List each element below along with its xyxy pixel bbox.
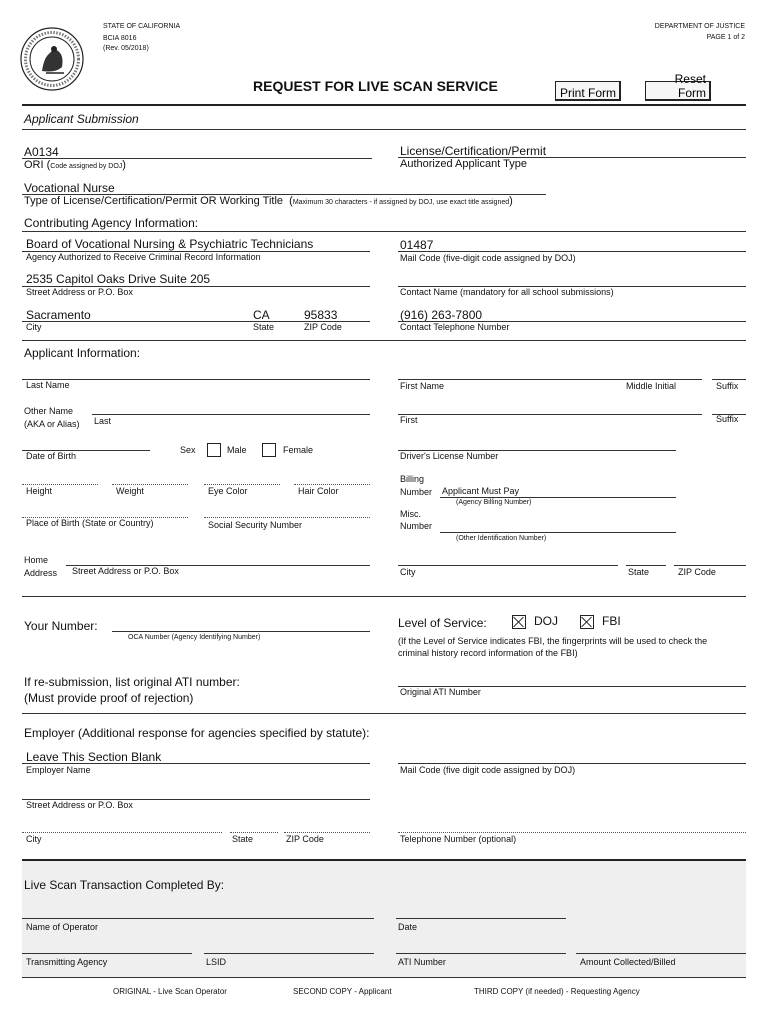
home-label-1: Home [24, 555, 49, 565]
oca-underline [112, 631, 370, 632]
employer-name-underline [22, 763, 370, 764]
form-id: BCIA 8016 [103, 35, 137, 42]
zip-label: ZIP Code [304, 322, 342, 332]
employer-phone-underline [398, 832, 746, 833]
ori-value[interactable]: A0134 [24, 145, 59, 159]
working-title-value[interactable]: Vocational Nurse [24, 181, 115, 195]
hair-color-label: Hair Color [298, 486, 339, 496]
home-label-2: Address [24, 568, 58, 578]
aka-last-underline [92, 414, 370, 415]
date-label: Date [398, 922, 418, 932]
level-of-service-label: Level of Service: [398, 616, 487, 630]
billing-label-1: Billing [400, 474, 425, 484]
drivers-license-label: Driver's License Number [400, 451, 499, 461]
height-underline [22, 484, 98, 485]
other-name-label: Other Name [24, 406, 74, 416]
home-city-label: City [400, 567, 416, 577]
working-title-label: Type of License/Certification/Permit OR Working Title (Maximum 30 characters - if assigned by DOJ, use exact title assigned) [24, 195, 513, 207]
billing-sub-label: (Agency Billing Number) [456, 499, 532, 506]
pob-label: Place of Birth (State or Country) [26, 518, 154, 528]
sex-label: Sex [180, 445, 196, 455]
eye-color-label: Eye Color [208, 486, 248, 496]
fbi-checkbox[interactable] [580, 615, 594, 629]
applicant-submission-heading: Applicant Submission [24, 112, 139, 126]
contributing-agency-heading: Contributing Agency Information: [24, 216, 199, 230]
department-text: DEPARTMENT OF JUSTICE [654, 23, 745, 30]
fbi-label: FBI [602, 614, 621, 628]
employer-state-underline [230, 832, 278, 833]
employer-zip-underline [284, 832, 370, 833]
fbi-note-line-1: (If the Level of Service indicates FBI, the fingerprints will be used to check the [398, 636, 708, 646]
mail-code-value[interactable]: 01487 [400, 238, 434, 252]
page-number: PAGE 1 of 2 [706, 34, 745, 41]
home-zip-underline [674, 565, 746, 566]
employer-phone-label: Telephone Number (optional) [400, 834, 517, 844]
employer-city-underline [22, 832, 222, 833]
weight-label: Weight [116, 486, 144, 496]
amount-label: Amount Collected/Billed [580, 957, 676, 967]
street-label: Street Address or P.O. Box [26, 287, 133, 297]
home-street-label: Street Address or P.O. Box [72, 566, 179, 576]
misc-sub-label: (Other Identification Number) [456, 535, 547, 542]
employer-mail-label: Mail Code (five digit code assigned by DOJ) [400, 765, 576, 775]
height-label: Height [26, 486, 53, 496]
resubmission-label-2: (Must provide proof of rejection) [24, 691, 194, 705]
zip-value[interactable]: 95833 [304, 308, 338, 322]
ati-number-underline [396, 953, 566, 954]
suffix-label: Suffix [716, 381, 739, 391]
doj-checkbox[interactable] [512, 615, 526, 629]
live-scan-heading: Live Scan Transaction Completed By: [24, 878, 225, 892]
female-checkbox[interactable] [262, 443, 276, 457]
section-rule [22, 129, 746, 130]
footer-second-copy: SECOND COPY - Applicant [293, 987, 392, 996]
numbers-rule [22, 596, 746, 597]
state-label: State [253, 322, 275, 332]
employer-name-label: Employer Name [26, 765, 91, 775]
print-form-button[interactable]: Print Form [555, 81, 621, 101]
seal-icon [20, 27, 84, 91]
live-scan-top-rule [22, 859, 746, 861]
applicant-info-heading: Applicant Information: [24, 346, 141, 360]
lsid-underline [204, 953, 374, 954]
transmitting-agency-label: Transmitting Agency [26, 957, 108, 967]
employer-heading: Employer (Additional response for agencies specified by statute): [24, 726, 370, 740]
applicant-type-value[interactable]: License/Certification/Permit [400, 144, 547, 158]
mail-code-underline [398, 251, 746, 252]
home-state-label: State [628, 567, 650, 577]
revision-text: (Rev. 05/2018) [103, 45, 149, 52]
first-name-label: First Name [400, 381, 445, 391]
misc-underline [440, 532, 676, 533]
lsid-label: LSID [206, 957, 227, 967]
state-text: STATE OF CALIFORNIA [103, 23, 181, 30]
misc-label-1: Misc. [400, 509, 421, 519]
city-label: City [26, 322, 42, 332]
home-city-underline [398, 565, 618, 566]
aka-first-label: First [400, 415, 418, 425]
male-label: Male [227, 445, 247, 455]
billing-label-2: Number [400, 487, 433, 497]
suffix-underline [712, 379, 746, 380]
state-value[interactable]: CA [253, 308, 270, 322]
reset-form-button[interactable]: Reset Form [645, 81, 711, 101]
ssn-underline [204, 517, 370, 518]
male-checkbox[interactable] [207, 443, 221, 457]
dob-label: Date of Birth [26, 451, 77, 461]
original-ati-label: Original ATI Number [400, 687, 481, 697]
employer-state-label: State [232, 834, 254, 844]
home-zip-label: ZIP Code [678, 567, 716, 577]
contact-name-label: Contact Name (mandatory for all school submissions) [400, 287, 614, 297]
transmitting-agency-underline [22, 953, 192, 954]
billing-underline [440, 497, 676, 498]
aka-last-label: Last [94, 416, 112, 426]
resubmission-label-1: If re-submission, list original ATI number: [24, 675, 240, 689]
applicant-rule [22, 340, 746, 341]
page-title: REQUEST FOR LIVE SCAN SERVICE [253, 78, 498, 94]
applicant-type-label: Authorized Applicant Type [400, 158, 527, 170]
home-state-underline [626, 565, 666, 566]
operator-label: Name of Operator [26, 922, 99, 932]
aka-label: (AKA or Alias) [24, 419, 80, 429]
your-number-label: Your Number: [24, 619, 98, 633]
agency-rule [22, 231, 746, 232]
hair-underline [294, 484, 370, 485]
weight-underline [112, 484, 188, 485]
city-value[interactable]: Sacramento [26, 308, 91, 322]
first-name-underline [398, 379, 702, 380]
employer-mail-underline [398, 763, 746, 764]
amount-underline [576, 953, 746, 954]
female-label: Female [283, 445, 314, 455]
last-name-underline [22, 379, 370, 380]
footer-third-copy: THIRD COPY (if needed) - Requesting Agency [474, 987, 640, 996]
oca-label: OCA Number (Agency Identifying Number) [128, 634, 261, 641]
middle-initial-label: Middle Initial [626, 381, 677, 391]
ati-number-label: ATI Number [398, 957, 446, 967]
employer-zip-label: ZIP Code [286, 834, 324, 844]
employer-street-label: Street Address or P.O. Box [26, 800, 133, 810]
fbi-note-line-2: criminal history record information of the FBI) [398, 648, 578, 658]
ssn-label: Social Security Number [208, 520, 303, 530]
footer-rule [22, 977, 746, 978]
header-rule [22, 104, 746, 106]
agency-value[interactable]: Board of Vocational Nursing & Psychiatric Technicians [26, 237, 314, 251]
last-name-label: Last Name [26, 380, 70, 390]
date-underline [396, 918, 566, 919]
phone-value[interactable]: (916) 263-7800 [400, 308, 483, 322]
footer-original: ORIGINAL - Live Scan Operator [113, 987, 227, 996]
aka-first-underline [398, 414, 702, 415]
employer-rule [22, 713, 746, 714]
agency-label: Agency Authorized to Receive Criminal Record Information [26, 252, 261, 262]
doj-label: DOJ [534, 614, 558, 628]
employer-name-value[interactable]: Leave This Section Blank [26, 750, 162, 764]
billing-value[interactable]: Applicant Must Pay [442, 486, 520, 496]
employer-city-label: City [26, 834, 42, 844]
street-value[interactable]: 2535 Capitol Oaks Drive Suite 205 [26, 272, 211, 286]
ori-label: ORI (Code assigned by DOJ) [24, 159, 126, 171]
phone-label: Contact Telephone Number [400, 322, 510, 332]
eye-underline [204, 484, 280, 485]
aka-suffix-label: Suffix [716, 414, 739, 424]
misc-label-2: Number [400, 521, 433, 531]
operator-underline [22, 918, 374, 919]
mail-code-label: Mail Code (five-digit code assigned by DOJ) [400, 253, 576, 263]
